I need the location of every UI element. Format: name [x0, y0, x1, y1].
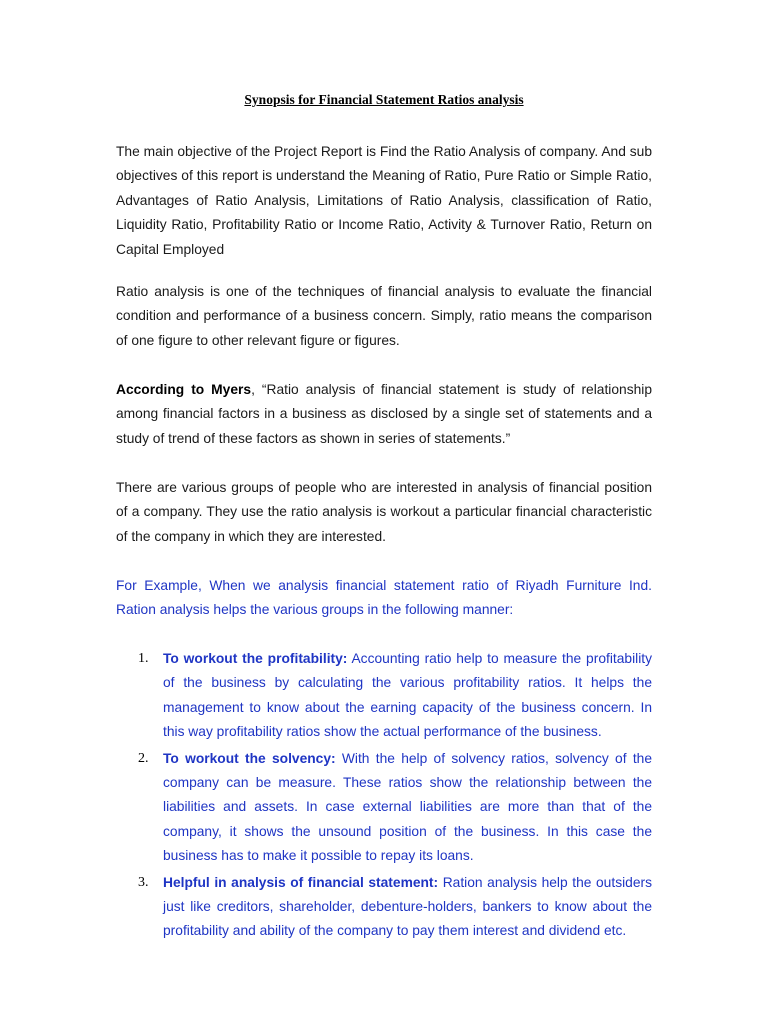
objective-paragraph: The main objective of the Project Report is Find the Ratio Analysis of company. And sub objectives of this report is understand the Meaning of Ratio, Pure Ratio or Simple Ratio, Advantages of Ratio Analysis, Limitations of Ratio Analysis, classification of Ratio, Liquidity Ratio, Profitability Ratio or Income Ratio, Activity & Turnover Ratio, Return on Capital Employed — [116, 144, 652, 257]
myers-quote-lead: According to Myers — [116, 382, 252, 397]
list-item-number: 1. — [138, 651, 149, 666]
list-item-number: 2. — [138, 750, 149, 766]
myers-quote-paragraph — [116, 378, 652, 451]
interested-groups-paragraph: There are various groups of people who are interested in analysis of financial position of a company. They use the ratio analysis is workout a particular financial characteristic of the company in which they are interested. — [116, 480, 652, 544]
document-title: Synopsis for Financial Statement Ratios analysis — [244, 92, 524, 107]
list-item — [116, 647, 652, 745]
list-item — [116, 747, 652, 869]
list-item-heading: Helpful in analysis of financial statement: — [163, 874, 439, 890]
list-item-text: Ration analysis help the outsiders just like creditors, shareholder, debenture-holders, bankers to know about the profitability and ability of the company to pay them interest and dividend etc. — [163, 874, 652, 939]
benefits-list — [116, 647, 652, 946]
example-paragraph: For Example, When we analysis financial statement ratio of Riyadh Furniture Ind. Ration analysis helps the various groups in the following manner: — [116, 578, 652, 618]
list-item-text: Accounting ratio help to measure the profitability of the business by calculating the various profitability ratios. It helps the management to know about the earning capacity of the business concern. In this way profitability ratios show the actual performance of the business. — [163, 651, 652, 740]
list-item-heading: To workout the solvency: — [163, 750, 336, 766]
ratio-definition-paragraph: Ratio analysis is one of the techniques of financial analysis to evaluate the financial condition and performance of a business concern. Simply, ratio means the comparison of one figure to other relevant figure or figures. — [116, 284, 652, 348]
list-item-heading: To workout the profitability: — [163, 651, 348, 666]
list-item-number: 3. — [138, 874, 149, 890]
myers-quote-body: , “Ratio analysis of financial statement is study of relationship among financial factors in a business as disclosed by a single set of statements and a study of trend of these factors as shown in series of statements.” — [116, 382, 653, 446]
list-item-text: With the help of solvency ratios, solvency of the company can be measure. These ratios show the relationship between the liabilities and assets. In case external liabilities are more than that of the company, it shows the unsound position of the business. In this case the business has to make it possible to repay its loans. — [163, 750, 652, 864]
list-item — [116, 871, 652, 944]
